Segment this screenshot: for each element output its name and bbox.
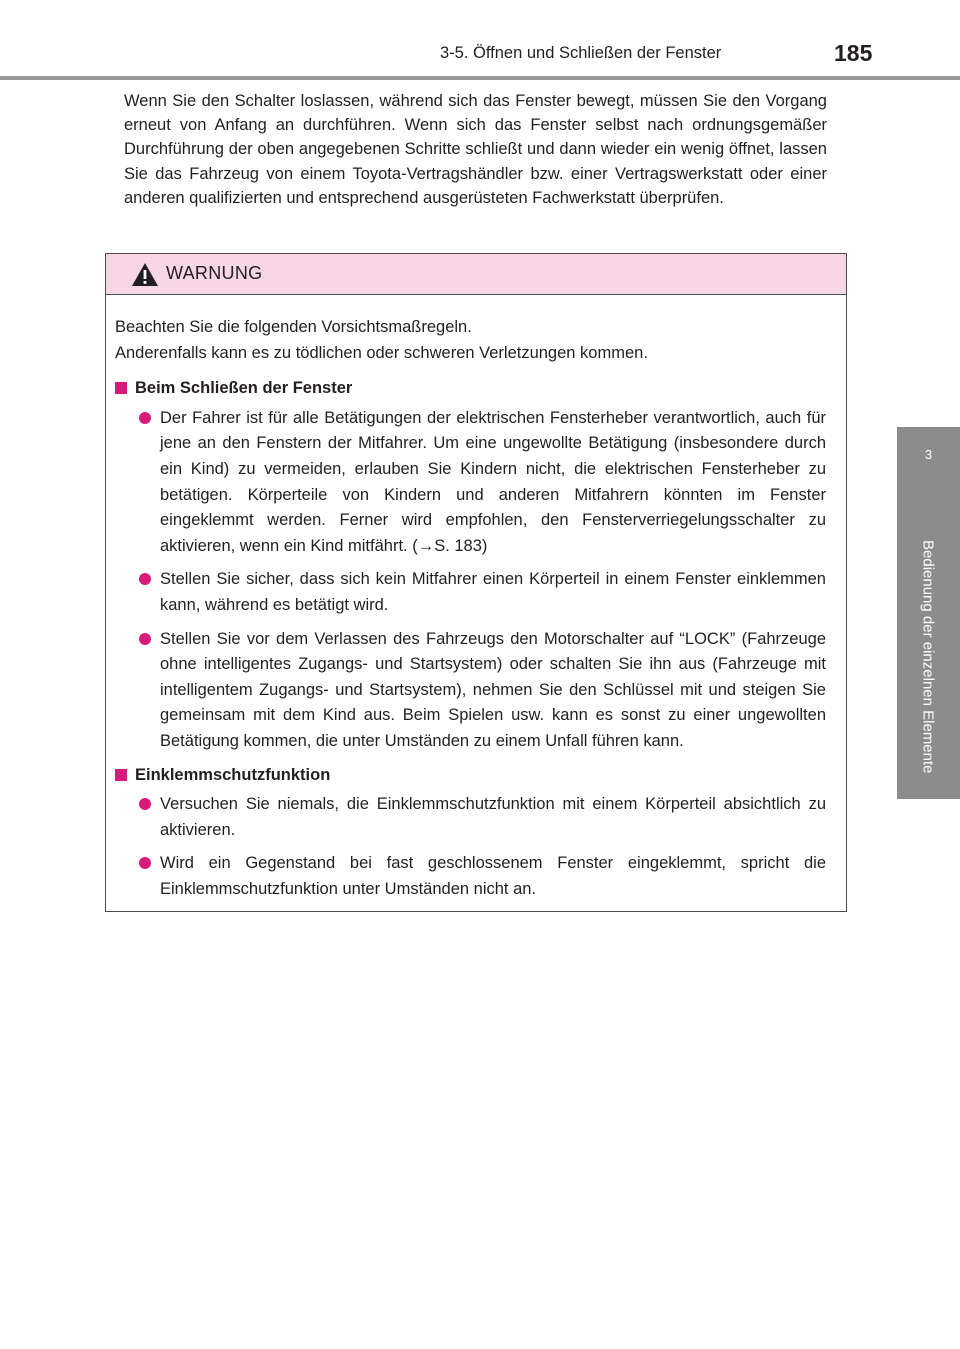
chapter-number: 3 bbox=[924, 447, 933, 462]
circle-bullet-icon bbox=[139, 573, 151, 585]
chapter-label: Bedienung der einzelnen Elemente bbox=[919, 540, 937, 774]
warning-label: WARNUNG bbox=[166, 263, 263, 283]
list-item-text: Stellen Sie sicher, dass sich kein Mitfahrer einen Körperteil in einem Fenster einklemmen kann, während es betätigt wird. bbox=[160, 570, 826, 614]
warning-body bbox=[106, 295, 846, 902]
section-heading-text: Beim Schließen der Fenster bbox=[135, 379, 353, 398]
section-title: 3-5. Öffnen und Schließen der Fenster bbox=[440, 44, 722, 62]
header-divider bbox=[0, 76, 960, 80]
circle-bullet-icon bbox=[139, 857, 151, 869]
square-bullet-icon bbox=[115, 769, 127, 781]
warning-header bbox=[106, 254, 846, 295]
section-heading bbox=[115, 376, 826, 402]
list-item bbox=[139, 627, 826, 755]
section-jam-protection bbox=[115, 763, 826, 903]
list-item bbox=[139, 792, 826, 843]
list-item-text: Wird ein Gegenstand bei fast geschlossenem Fenster eingeklemmt, spricht die Einklemmschutzfunktion unter Umständen nicht an. bbox=[160, 854, 826, 898]
list-item-text: Versuchen Sie niemals, die Einklemmschutzfunktion mit einem Körperteil absichtlich zu aktivieren. bbox=[160, 795, 826, 839]
warning-box bbox=[105, 253, 847, 912]
circle-bullet-icon bbox=[139, 798, 151, 810]
section-closing-windows bbox=[115, 376, 826, 754]
list-item bbox=[139, 567, 826, 618]
section-heading bbox=[115, 763, 826, 789]
warning-intro-line-1: Beachten Sie die folgenden Vorsichtsmaßregeln. bbox=[115, 318, 472, 336]
page-number: 185 bbox=[834, 40, 873, 66]
chapter-label-container bbox=[903, 517, 953, 797]
list-item-text: Stellen Sie vor dem Verlassen des Fahrzeugs den Motorschalter auf “LOCK” (Fahrzeuge ohne intelligentes Zugangs- und Startsystem) oder schalten Sie ihn aus (Fahrzeuge mit intelligentem Zugangs- und Startsystem), nehmen Sie den Schlüssel mit und steigen Sie gemeinsam mit dem Kind aus. Beim Spielen usw. kann es sonst zu einer ungewollten Betätigung kommen, die unter Umständen zu einem Unfall führen kann. bbox=[160, 629, 826, 750]
list-item bbox=[139, 851, 826, 902]
square-bullet-icon bbox=[115, 382, 127, 394]
list-item-text: Der Fahrer ist für alle Betätigungen der elektrischen Fensterheber verantwortlich, auch für jene an den Fenstern der Mitfahrer. Um eine ungewollte Betätigung (insbesondere durch ein Kind) zu vermeiden, erlauben Sie Kindern nicht, die elektrischen Fensterheber zu betätigen. Körperteile von Kindern und anderen Mitfahrern könnten im Fenster eingeklemmt werden. Ferner wird empfohlen, den Fensterverriegelungsschalter zu aktivieren, wenn ein Kind mitfährt. (→S. 183) bbox=[160, 408, 826, 555]
chapter-side-tab bbox=[897, 427, 960, 799]
intro-paragraph: Wenn Sie den Schalter loslassen, während sich das Fenster bewegt, müssen Sie den Vorgang erneut von Anfang an durchführen. Wenn sich das Fenster selbst nach ordnungsgemäßer Durchführung der oben angegebenen Schritte schließt und dann wieder ein wenig öffnet, lassen Sie das Fahrzeug von einem Toyota-Vertragshändler bzw. einer Vertragswerkstatt oder einer anderen qualifizierten und entsprechend ausgerüsteten Fachwerkstatt überprüfen. bbox=[124, 92, 827, 207]
list-item bbox=[139, 406, 826, 560]
warning-triangle-icon bbox=[131, 262, 159, 287]
circle-bullet-icon bbox=[139, 633, 151, 645]
warning-intro-line-2: Anderenfalls kann es zu tödlichen oder schweren Verletzungen kommen. bbox=[115, 343, 648, 362]
section-heading-text: Einklemmschutzfunktion bbox=[135, 765, 331, 784]
circle-bullet-icon bbox=[139, 412, 151, 424]
